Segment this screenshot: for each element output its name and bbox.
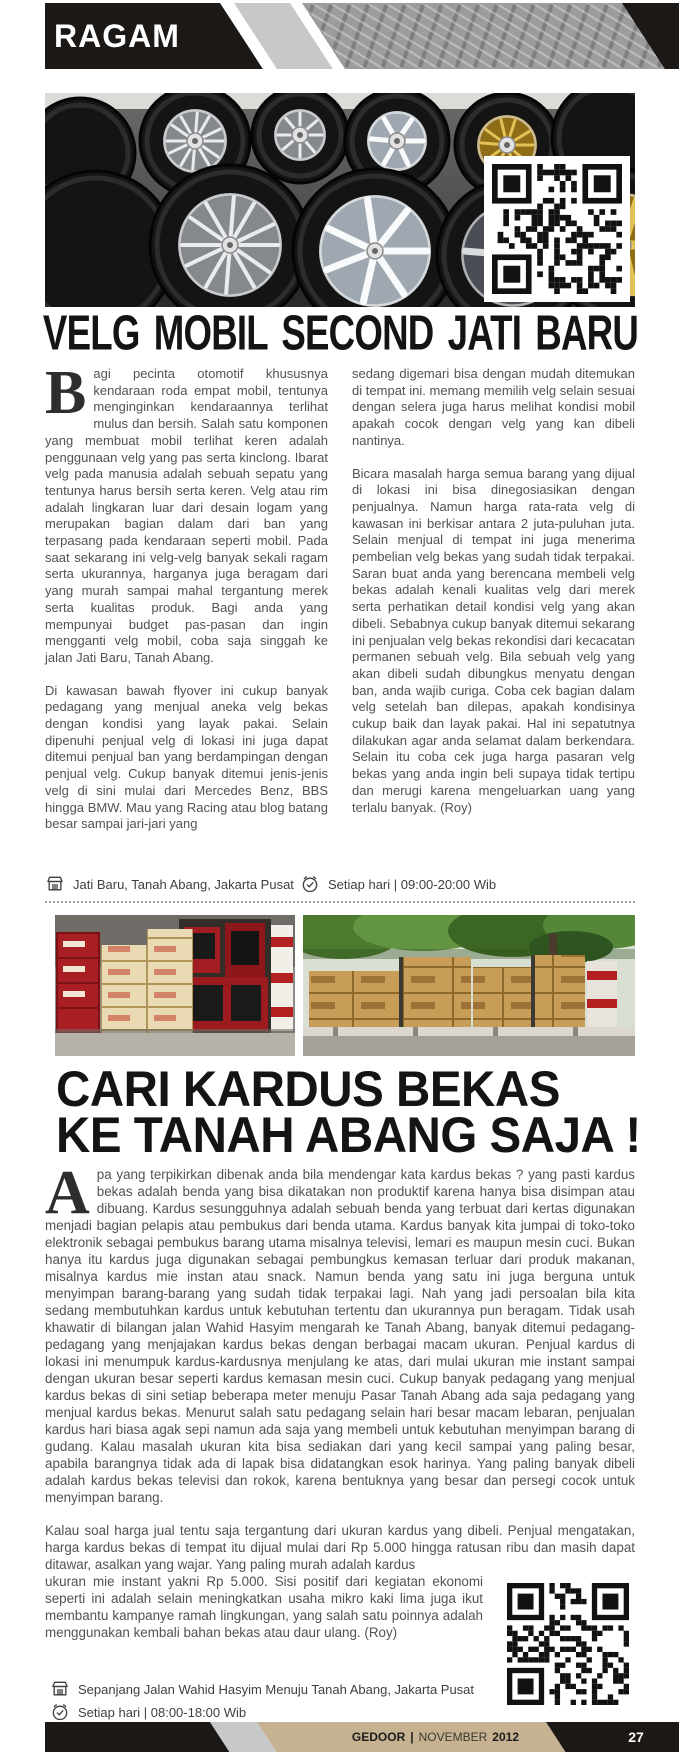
- article1-info-row: [45, 874, 635, 894]
- issue-year: 2012: [492, 1730, 519, 1744]
- article2-title-line2: KE TANAH ABANG SAJA !: [56, 1107, 641, 1163]
- article2-paragraph1: Apa yang terpikirkan dibenak anda bila mendengar kata kardus bekas ? yang pasti kardus bekas adalah benda yang bisa dikatakan non produktif karena hanya bisa disimpan atau dibuang. Kardus sesungguhnya adalah sebuah benda yang terbuat dari kertas digunakan menjadi bagian pelapis atau pembukus dari benda utama. Kardus banyak kita jumpai di toko-toko elektronik sebagai pembukus barang utama misalnya televisi, lemari es maupun mesin cuci. Bukan hanya itu kardus juga digunakan sebagai pembungkus kemasan terluar dari produk makanan, misalnya kardus mie instan atau snack. Namun benda yang satu ini juga berguna untuk menyimpan barang-barang yang sudah tidak terpakai lagi. Nah yang jadi persoalan bila kita sedang membutuhkan kardus untuk kebutuhan tertentu dan ukurannya pun beragam. Tidak usah khawatir di bilangan jalan Wahid Hasyim mengarah ke Tanah Abang, banyak ditemui pedagang-pedagang yang menjajakan kardus bekas dengan berbagai macam ukuran. Penjual kardus di lokasi ini menumpuk kardus-kardusnya menjulang ke atas, dari mulai ukuran mie instant sampai dengan ukuran besar seperti kardus kemasan mesin cuci. Cukup banyak pedagang yang menjual kardus bekas di sini setiap beberapa meter menuju Pasar Tanah Abang ada saja pedagang yang menjual kardus bekas. Menurut salah satu pedagang selain hari besar macam lebaran, penjualan kardus hari biasa agak sepi namun ada saja yang membeli untuk kebutuhan menyimpan barang di gudang. Kalau masalah ukuran kita bisa sediakan dari yang kecil sampai yang paling besar, apabila barangnya tidak ada di lapak bisa didatangkan esok harinya. Yang paling banyak dibeli adalah kardus bekas televisi dan rokok, karena bentuknya yang besar dan persegi cocok untuk menyimpan barang.: [45, 1159, 635, 1505]
- shop-icon: [45, 874, 65, 894]
- photo-cardboard-shop: [55, 915, 295, 1056]
- cardboard-street-illustration: [303, 915, 635, 1056]
- header-diamond-plate-texture: [302, 3, 679, 69]
- article1-col1-paragraph1: Bagi pecinta otomotif khususnya kendaraan roda empat mobil, tentunya menginginkan kendaraannya terlihat mulus dan bersih. Salah satu komponen yang membuat mobil terlihat keren adalah penggunaan velg yang pas serta kinclong. Ibarat velg pada manusia adalah sebuah sepatu yang tentunya harus bersih serta keren. Velg atau rim adalah lingkaran luar dari desain logam yang merupakan bagian dalam dari ban yang terpasang pada kendaraan seperti mobil. Pada saat sekarang ini velg-velg banyak sekali ragam serta ukurannya, harganya juga beragam dari yang murah sampai mahal tergantung merek serta kualitas produk. Bagi anda yang mempunyai budget pas-pasan dan ingin mengganti velg mobil, coba saja singgah ke jalan Jati Baru, Tanah Abang.: [45, 359, 328, 665]
- qr-code-kardus-article: [501, 1577, 635, 1711]
- clock-icon: [50, 1702, 70, 1722]
- dropcap-letter: A: [45, 1159, 90, 1227]
- article1-title: VELG MOBIL SECOND JATI BARU: [42, 304, 638, 360]
- magazine-name: GEDOOR: [351, 1730, 406, 1744]
- article1-body: [45, 359, 635, 833]
- article1-location: Jati Baru, Tanah Abang, Jakarta Pusat: [45, 874, 294, 894]
- article2-location-row: [50, 1679, 510, 1699]
- photo-wheel-rims: [45, 93, 635, 307]
- article2-hours: Setiap hari | 08:00-18:00 Wib: [50, 1702, 246, 1722]
- qr-pattern: [507, 1583, 629, 1705]
- footer-credit: [257, 1722, 519, 1752]
- dropcap-letter: B: [45, 359, 87, 427]
- dotted-separator: [45, 901, 635, 903]
- article1-column-2: [352, 366, 635, 833]
- footer-divider: |: [410, 1730, 414, 1744]
- article1-hours: Setiap hari | 09:00-20:00 Wib: [300, 874, 496, 894]
- section-label: RAGAM: [54, 18, 180, 54]
- article2-title: [56, 1061, 641, 1163]
- article2-location: Sepanjang Jalan Wahid Hasyim Menuju Tanah Abang, Jakarta Pusat: [50, 1679, 474, 1699]
- qr-code-velg-article: [484, 156, 630, 302]
- article1-col1-paragraph2: Di kawasan bawah flyover ini cukup banyak pedagang yang menjual aneka velg bekas dengan kondisi yang layak pakai. Selain dipenuhi penjual velg di lokasi ini juga dapat ditemui penjual ban yang berdampingan dengan penjual velg. Cukup banyak ditemui jenis-jenis velg di sini mulai dari Mercedes Benz, BBS hingga BMW. Mau yang Racing atau blog batang besar sampai jari-jari yang: [45, 682, 328, 832]
- qr-pattern: [492, 164, 622, 294]
- footer-band: [45, 1722, 679, 1752]
- article1-col2-paragraph2: Bicara masalah harga semua barang yang dijual di lokasi ini bisa dinegosiasikan dengan penjualnya. Namun harga rata-rata velg di kawasan ini berkisar antara 2 juta-puluhan juta. Selain menjual di tempat ini juga menerima pembelian velg bekas yang sudah tidak terpakai. Saran buat anda yang berencana membeli velg bekas adalah kenali kualitas velg dari merek serta perhatikan detail kondisi velg yang akan dibeli. Sebabnya cukup banyak ditemui sekarang ini penjualan velg bekas rekondisi dari kecacatan permanen sebuah velg. Bila sebuah velg yang akan dibeli sudah dibungkus menyatu dengan ban, anda wajib curiga. Coba cek bagian dalam velg setelah ban dilepas, apakah kondisinya cukup baik dan layak pakai. Hal ini sepatutnya dilakukan agar anda selamat dalam berkendara. Selain itu coba cek juga harga pasaran velg bekas yang anda ingin beli supaya tidak tertipu dan merugi karena mengeluarkan uang yang terlalu banyak. (Roy): [352, 465, 635, 815]
- article2-title-line1: CARI KARDUS BEKAS: [56, 1061, 560, 1117]
- cardboard-shop-illustration: [55, 915, 295, 1056]
- article2-body: [45, 1159, 635, 1711]
- article2-hours-row: [50, 1702, 510, 1722]
- article2-paragraph2-full-width: Kalau soal harga jual tentu saja tergantung dari ukuran kardus yang dibeli. Penjual mengatakan, harga kardus bekas di tempat itu dijual mulai dari Rp 5.000 hingga ratusan ribu dan masih dapat ditawar, asalkan yang wajar. Yang paling murah adalah kardus: [45, 1523, 635, 1572]
- article2-paragraph2-wrapped: ukuran mie instant yakni Rp 5.000. Sisi positif dari kegiatan ekonomi seperti ini adalah selain meningkatkan usaha mikro kaki lima juga ikut membantu kampanye ramah lingkungan, yang salah satu poinnya adalah menggunakan kembali bahan bekas atau daur ulang. (Roy): [45, 1574, 483, 1640]
- article1-column-1: [45, 359, 328, 833]
- page-number: 27: [628, 1729, 644, 1745]
- clock-icon: [300, 874, 320, 894]
- footer-black-segment: [45, 1722, 229, 1752]
- photo-cardboard-street: [303, 915, 635, 1056]
- header-band: [45, 3, 679, 69]
- issue-month: NOVEMBER: [418, 1730, 488, 1744]
- article1-col2-paragraph1: sedang digemari bisa dengan mudah ditemukan di tempat ini. memang memilih velg selain sesuai dengan selera juga harus melihat kondisi mobil apakah cocok dengan velg yang kan dibeli nantinya.: [352, 366, 635, 448]
- shop-icon: [50, 1679, 70, 1699]
